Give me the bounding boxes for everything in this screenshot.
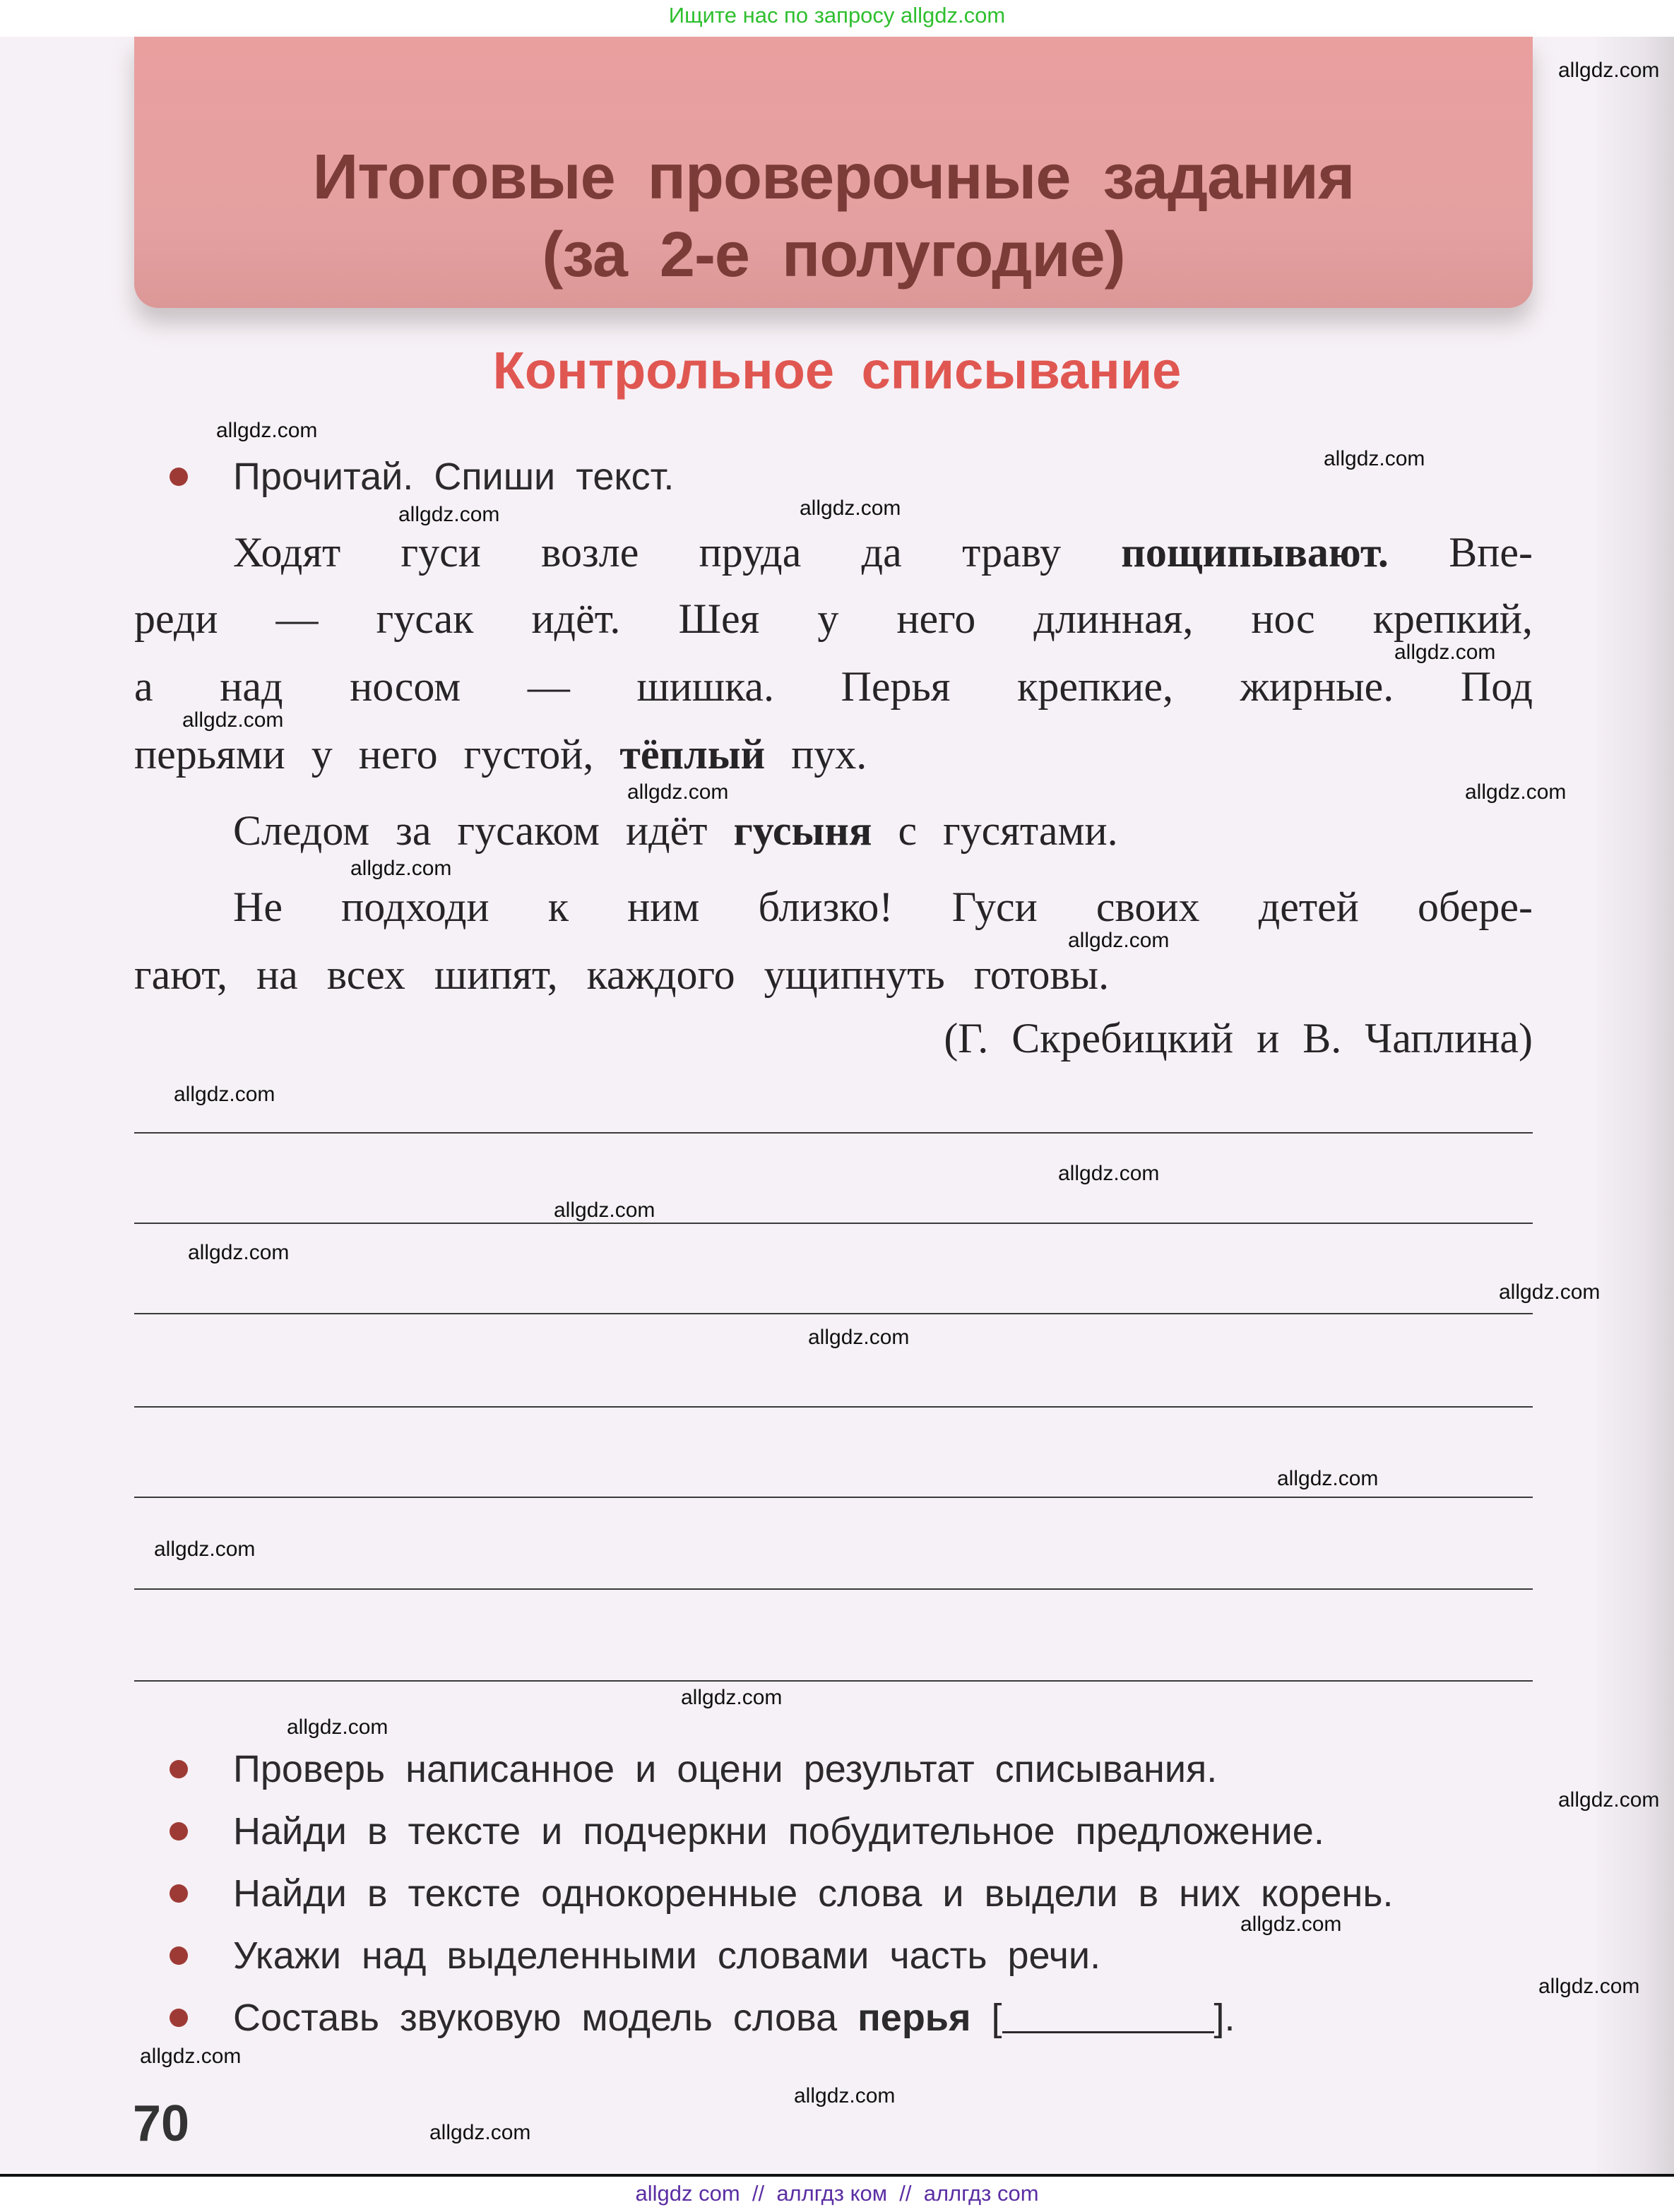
- bullet-icon: [170, 1760, 188, 1778]
- task-item: [170, 1874, 1393, 1913]
- bullet-icon: [170, 1946, 188, 1965]
- task-text: Укажи над выделенными словами часть речи.: [233, 1934, 1101, 1977]
- bullet-icon: [170, 1822, 188, 1841]
- watermark: allgdz.com: [1499, 1280, 1601, 1304]
- watermark: allgdz.com: [429, 2121, 531, 2144]
- watermark: allgdz.com: [182, 708, 284, 732]
- task-item: [170, 1750, 1217, 1788]
- writing-line[interactable]: [134, 1588, 1533, 1590]
- bullet-icon: [170, 2009, 188, 2027]
- text-line: Не подходи к ним близко! Гуси своих детей обере-: [233, 884, 1533, 930]
- bullet-icon: [170, 1884, 188, 1903]
- writing-line[interactable]: [134, 1680, 1533, 1682]
- writing-line[interactable]: [134, 1223, 1533, 1224]
- text-segment: пух.: [765, 731, 867, 778]
- watermark: allgdz.com: [1558, 1788, 1660, 1812]
- task-item: [170, 1999, 1235, 2037]
- instruction: [170, 458, 674, 496]
- bold-word: гусыня: [733, 807, 872, 854]
- header-title-line2: (за 2-е полугодие): [542, 220, 1125, 290]
- watermark: allgdz.com: [800, 496, 901, 520]
- text-segment: с гусятами.: [872, 807, 1118, 854]
- watermark: allgdz.com: [216, 419, 318, 442]
- watermark: allgdz.com: [1465, 780, 1567, 804]
- watermark: allgdz.com: [174, 1083, 275, 1106]
- writing-line[interactable]: [134, 1313, 1533, 1314]
- text-segment: перьями у него густой,: [134, 731, 620, 778]
- watermark: allgdz.com: [1324, 447, 1425, 470]
- watermark: allgdz.com: [1394, 641, 1496, 664]
- exercise-title: Контрольное списывание: [492, 341, 1182, 400]
- watermark: allgdz.com: [1277, 1467, 1379, 1490]
- watermark: allgdz.com: [1240, 1913, 1342, 1936]
- text-line: реди — гусак идёт. Шея у него длинная, нос крепкий,: [134, 595, 1533, 642]
- watermark: allgdz.com: [1538, 1975, 1640, 1998]
- watermark: allgdz.com: [681, 1686, 783, 1709]
- task-text: Найди в тексте однокоренные слова и выдели в них корень.: [233, 1872, 1394, 1915]
- page-number: 70: [133, 2095, 190, 2152]
- text-line: [233, 809, 1533, 852]
- watermark: allgdz.com: [1558, 59, 1660, 82]
- text-segment: Следом за гусаком идёт: [233, 807, 734, 854]
- instruction-text: Прочитай. Спиши текст.: [233, 456, 675, 498]
- watermark: allgdz.com: [188, 1241, 290, 1264]
- text-segment: Впе-: [1388, 529, 1533, 576]
- watermark: allgdz.com: [554, 1199, 655, 1222]
- watermark: allgdz.com: [794, 2084, 896, 2107]
- sound-model-blank[interactable]: [1002, 2003, 1214, 2033]
- bold-word: пощипывают.: [1121, 529, 1389, 576]
- bracket-open: [: [970, 1997, 1002, 2039]
- bold-word: перья: [857, 1997, 971, 2039]
- task-text: Составь звуковую модель слова: [233, 1997, 858, 2039]
- bottom-site-links[interactable]: allgdz com // аллгдз ком // аллгдз com: [635, 2181, 1039, 2206]
- top-search-hint[interactable]: Ищите нас по запросу allgdz.com: [668, 3, 1006, 28]
- writing-line[interactable]: [134, 1132, 1533, 1134]
- task-item: [170, 1810, 1324, 1853]
- watermark: allgdz.com: [808, 1326, 910, 1349]
- watermark: allgdz.com: [154, 1538, 256, 1561]
- watermark: allgdz.com: [1058, 1162, 1160, 1185]
- task-text: Проверь написанное и оцени результат списывания.: [233, 1748, 1218, 1790]
- text-line: гают, на всех шипят, каждого ущипнуть готовы.: [134, 951, 1110, 998]
- watermark: allgdz.com: [627, 780, 729, 804]
- bullet-icon: [170, 468, 188, 486]
- text-author: (Г. Скребицкий и В. Чаплина): [944, 1015, 1533, 1062]
- watermark: allgdz.com: [1068, 929, 1170, 952]
- writing-line[interactable]: [134, 1406, 1533, 1408]
- text-line: [233, 529, 1533, 576]
- bold-word: тёплый: [619, 731, 766, 778]
- watermark: allgdz.com: [350, 857, 452, 880]
- section-header: [134, 37, 1533, 308]
- header-title-line1: Итоговые проверочные задания: [312, 142, 1355, 213]
- bracket-close: ].: [1213, 1997, 1235, 2039]
- text-segment: Ходят гуси возле пруда да траву: [233, 529, 1122, 576]
- task-item: [170, 1934, 1101, 1977]
- page-binding-shadow: [1596, 37, 1674, 2175]
- writing-line[interactable]: [134, 1497, 1533, 1498]
- watermark: allgdz.com: [287, 1716, 388, 1739]
- watermark: allgdz.com: [398, 503, 500, 526]
- watermark: allgdz.com: [140, 2045, 242, 2068]
- text-line: [134, 731, 1533, 778]
- task-text: Найди в тексте и подчеркни побудительное предложение.: [233, 1810, 1324, 1853]
- text-line: а над носом — шишка. Перья крепкие, жирные. Под: [134, 663, 1533, 710]
